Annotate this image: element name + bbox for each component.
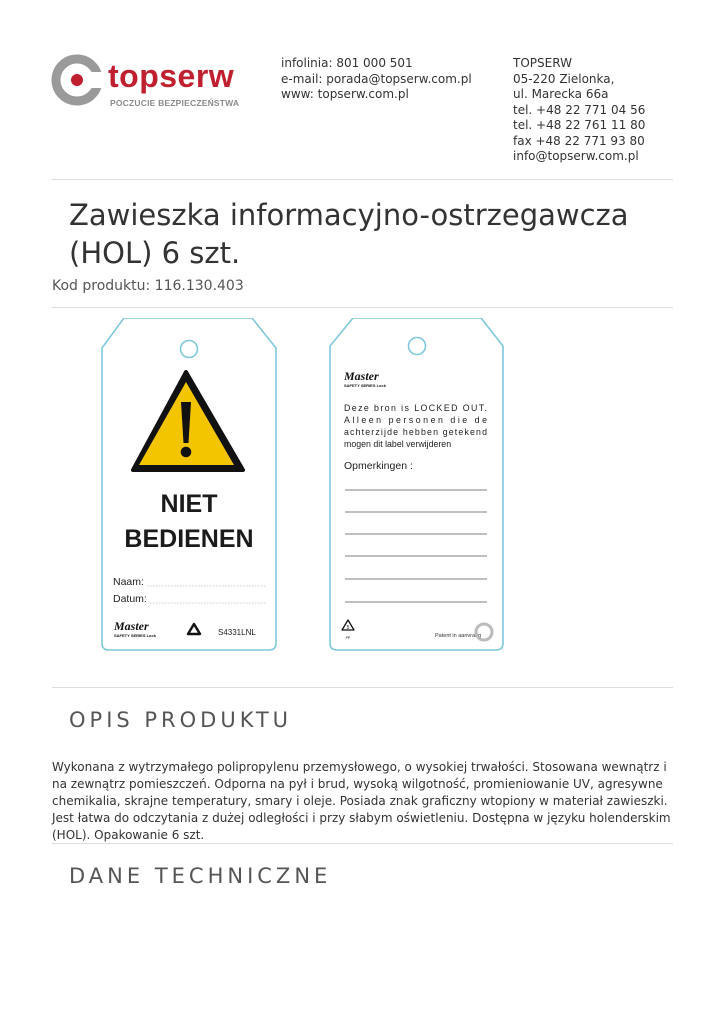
street: ul. Marecka 66a <box>513 87 609 101</box>
technical-heading: DANE TECHNICZNE <box>69 864 332 888</box>
page-title <box>69 196 669 272</box>
back-brand-subline: SAFETY SERIES Lock <box>344 383 386 388</box>
back-text-4: mogen dit label verwijderen <box>344 439 452 449</box>
tag-name-label: Naam: <box>113 576 144 588</box>
tag-back <box>330 318 503 650</box>
logo-tagline: POCZUCIE BEZPIECZEŃSTWA <box>110 98 240 108</box>
contact-www[interactable]: www: topserw.com.pl <box>281 87 409 101</box>
company-name: TOPSERW <box>513 56 572 70</box>
back-text-3: achterzijde hebben getekend <box>344 427 487 437</box>
back-text-2: Alleen personen die de <box>344 415 487 425</box>
product-image <box>100 318 506 654</box>
phone-1: tel. +48 22 771 04 56 <box>513 102 646 117</box>
tag-front <box>102 318 276 650</box>
postal-code: 05-220 Zielonka, <box>513 71 615 86</box>
tag-headline-2: BEDIENEN <box>124 525 254 553</box>
product-code: Kod produktu: 116.130.403 <box>52 278 244 294</box>
tag-headline-1: NIET <box>160 490 218 518</box>
phone-2: tel. +48 22 761 11 80 <box>513 118 646 132</box>
description-text: Wykonana z wytrzymałego polipropylenu przemysłowego, o wysokiej trwałości. Stosowana wewnątrz i na zewnątrz pomieszczeń. Odporna na pył i brud, wysoką wilgotność, promieniowanie UV, agresywne chemikalia, skrajne temperatury, smary i oleje. Posiada znak graficzny wtopiony w materiał zawieszki. Jest łatwa do odczytania z dużej odległości i przy słabym oświetleniu. Dostępna w języku holenderskim (HOL). Opakowanie 6 szt. <box>52 760 671 842</box>
front-brand-subline: SAFETY SERIES Lock <box>114 633 156 638</box>
divider <box>52 307 673 308</box>
contact-block <box>281 56 472 103</box>
fax: fax +48 22 771 93 80 <box>513 133 645 148</box>
recycle-label: PP <box>345 636 351 640</box>
address-block <box>513 56 645 165</box>
patent-note: Patent in aanvraag <box>435 633 482 639</box>
title-line-2: (HOL) 6 szt. <box>69 236 241 270</box>
front-brand-logo: Master <box>114 619 149 633</box>
infoline: infolinia: 801 000 501 <box>281 56 413 70</box>
divider <box>52 843 673 844</box>
divider <box>52 179 673 180</box>
tag-model: S4331LNL <box>218 628 256 637</box>
divider <box>52 687 673 688</box>
recycle-number: 5 <box>346 625 350 631</box>
back-remarks-label: Opmerkingen : <box>344 460 413 472</box>
tag-date-label: Datum: <box>113 593 147 605</box>
description-heading: OPIS PRODUKTU <box>69 708 293 732</box>
back-text-1: Deze bron is LOCKED OUT. <box>344 403 487 413</box>
back-brand-logo: Master <box>344 369 379 383</box>
logo-name: topserw <box>108 58 235 94</box>
address-email[interactable]: info@topserw.com.pl <box>513 149 639 163</box>
contact-email[interactable]: e-mail: porada@topserw.com.pl <box>281 71 472 86</box>
title-line-1: Zawieszka informacyjno-ostrzegawcza <box>69 198 629 232</box>
